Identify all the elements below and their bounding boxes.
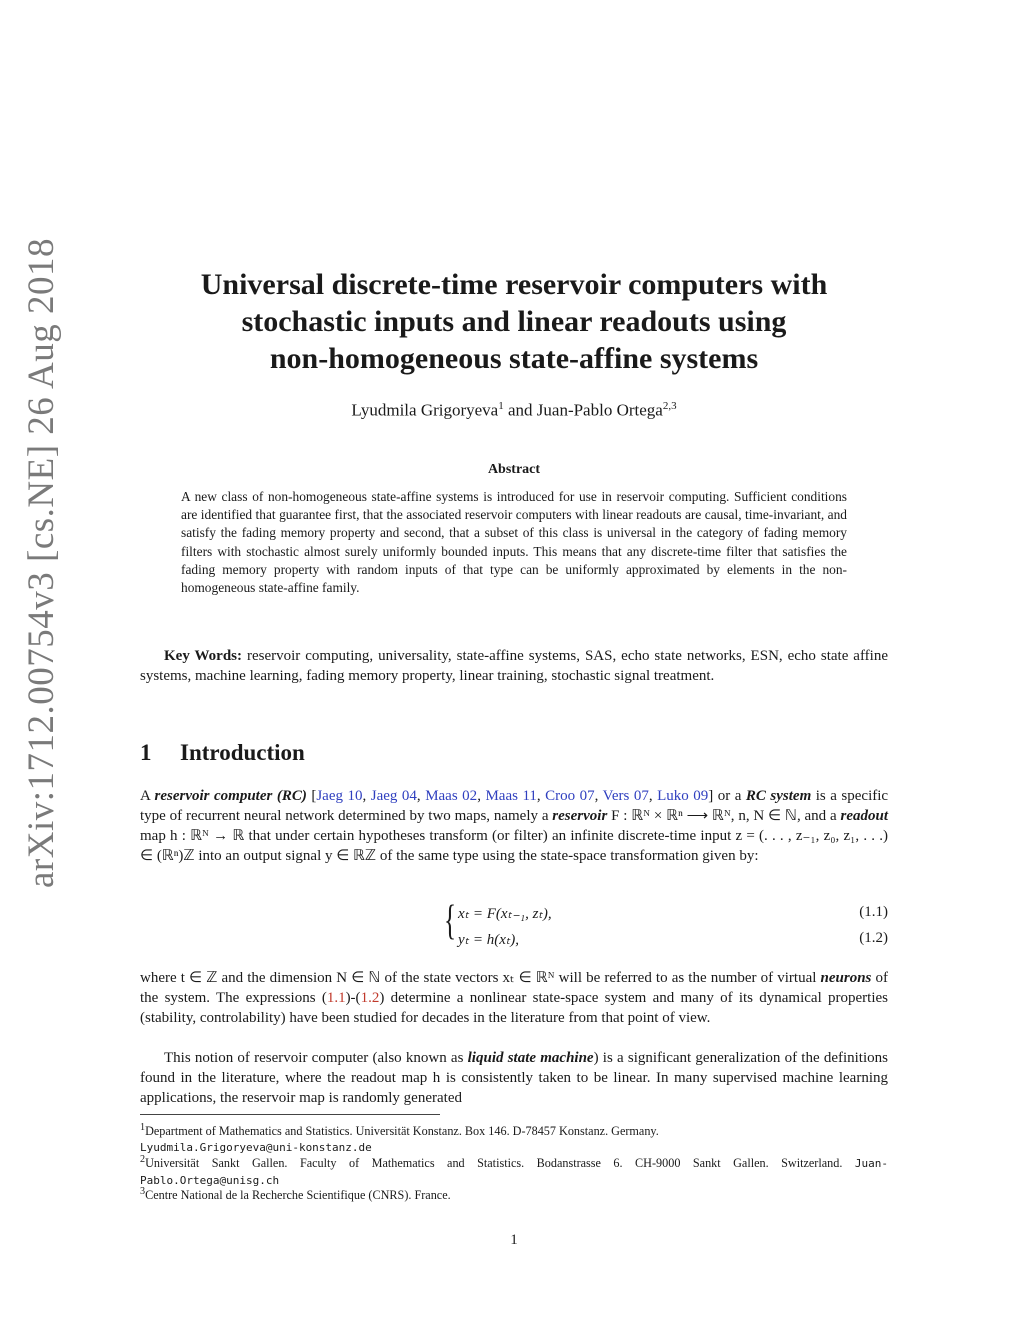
text: [ <box>306 788 317 804</box>
abstract-heading: Abstract <box>487 462 541 477</box>
intro-paragraph-3 <box>140 1048 888 1108</box>
footnote-2-email[interactable]: Juan-Pablo.Ortega@unisg.ch <box>140 1157 888 1188</box>
equation-2-number: (1.2) <box>859 930 888 946</box>
citation-link[interactable]: Jaeg 10 <box>316 788 363 804</box>
author-2-affil: 2,3 <box>662 400 677 412</box>
text: map h : ℝᴺ → ℝ that under certain hypotheses transform (or filter) an infinite discrete-time input z = (. . . , z₋₁, z₀, z₁, . . .) ∈ (ℝⁿ)ℤ into an output signal y ∈ ℝℤ of the same type using the state-space transformation given by: <box>140 828 888 864</box>
intro-paragraph-1: A reservoir computer (RC) [Jaeg 10, Jaeg 04, Maas 02, Maas 11, Croo 07, Vers 07, Luko 09] or a RC system is a specific type of recurrent neural network determined by two maps, namely a reservoir F : ℝᴺ × ℝⁿ ⟶ ℝᴺ, n, N ∈ ℕ, and a readout map h : ℝᴺ → ℝ that under certain hypotheses transform (or filter) an infinite discrete-time input z = (. . . , z₋₁, z₀, z₁, . . .) ∈ (ℝⁿ)ℤ into an output signal y ∈ ℝℤ of the same type using the state-space transformation given by: <box>140 788 889 864</box>
term-liquid-state-machine: liquid state machine <box>467 1050 594 1066</box>
text: ] or a <box>708 788 746 804</box>
term-reservoir: reservoir <box>552 808 608 824</box>
text: ) determine a nonlinear state-space system and many of its dynamical properties (stability, controlability) have been studied for decades in the literature from that point of view. <box>140 990 888 1026</box>
citation-link[interactable]: Jaeg 04 <box>370 788 417 804</box>
page-number: 1 <box>510 1232 518 1248</box>
equation-2: yₜ = h(xₜ), <box>458 932 520 948</box>
footnote-1 <box>140 1120 888 1156</box>
intro-paragraph-2 <box>140 968 888 1028</box>
citation-link[interactable]: Luko 09 <box>657 788 709 804</box>
authors <box>140 400 888 421</box>
text: ) is a significant generalization of the definitions found in the literature, where the readout map h is consistently taken to be linear. In many supervised machine learning applications, the reservoir map is randomly generated <box>140 1050 888 1106</box>
equation-1: xₜ = F(xₜ₋₁, zₜ), <box>458 906 552 922</box>
footnote-2-text: Universität Sankt Gallen. Faculty of Mathematics and Statistics. Bodanstrasse 6. CH-9000 Sankt Gallen. Switzerland. <box>145 1156 843 1171</box>
text: A <box>140 788 155 804</box>
keywords <box>140 646 888 686</box>
term-readout: readout <box>840 808 888 824</box>
section-heading <box>140 740 305 766</box>
footnote-3-text: Centre National de la Recherche Scientifique (CNRS). France. <box>145 1188 451 1203</box>
keywords-label: Key Words: <box>164 648 243 664</box>
abstract-text: A new class of non-homogeneous state-affine systems is introduced for use in reservoir computing. Sufficient conditions are identified that guarantee first, that the associated reservoir computers with linear readouts are causal, time-invariant, and satisfy the fading memory property and second, that a subset of this class is universal in the category of fading memory filters with stochastic almost surely uniformly bounded inputs. This means that any discrete-time filter that satisfies the fading memory property with random inputs of that type can be uniformly approximated by elements in the non-homogeneous state-affine family. <box>181 489 847 596</box>
term-rc-system: RC system <box>745 788 812 804</box>
text: This notion of reservoir computer (also known as <box>164 1050 468 1066</box>
citation-link[interactable]: Vers 07 <box>602 788 649 804</box>
title-line-3: non-homogeneous state-affine systems <box>269 342 759 375</box>
footnote-3 <box>140 1184 888 1203</box>
section-number: 1 <box>140 740 152 765</box>
equation-1-number: (1.1) <box>859 904 888 920</box>
title-line-1: Universal discrete-time reservoir computers with <box>200 268 828 301</box>
footnote-1-email[interactable]: Lyudmila.Grigoryeva@uni-konstanz.de <box>140 1141 372 1155</box>
citation-link[interactable]: Maas 02 <box>425 788 478 804</box>
text: is a specific type of recurrent neural network determined by two maps, namely a <box>140 788 889 824</box>
footnote-3-mark: 3 <box>140 1186 146 1197</box>
text: where t ∈ ℤ and the dimension N ∈ ℕ of the state vectors xₜ ∈ ℝᴺ will be referred to as the number of virtual <box>140 970 821 986</box>
footnote-2-mark: 2 <box>140 1154 146 1165</box>
author-1-affil: 1 <box>498 400 504 412</box>
term-neurons: neurons <box>820 970 872 986</box>
equation-ref-link[interactable]: 1.1 <box>326 990 346 1006</box>
footnote-1-mark: 1 <box>140 1122 146 1133</box>
section-title: Introduction <box>180 740 305 765</box>
term-reservoir-computer: reservoir computer (RC) <box>154 788 307 804</box>
citation-link[interactable]: Croo 07 <box>545 788 595 804</box>
footnote-rule <box>140 1114 440 1115</box>
footnote-1-text: Department of Mathematics and Statistics. Universität Konstanz. Box 146. D-78457 Konstanz. Germany. <box>145 1124 659 1139</box>
keywords-text: reservoir computing, universality, state-affine systems, SAS, echo state networks, ESN, echo state affine systems, machine learning, fading memory property, linear training, stochastic signal treatment. <box>140 648 889 684</box>
citation-link[interactable]: Maas 11 <box>485 788 537 804</box>
text: F : ℝᴺ × ℝⁿ ⟶ ℝᴺ, n, N ∈ ℕ, and a <box>607 808 841 824</box>
paper-title <box>140 266 888 377</box>
text: )-( <box>345 990 361 1006</box>
title-line-2: stochastic inputs and linear readouts using <box>241 305 787 338</box>
equation-ref-link[interactable]: 1.2 <box>360 990 380 1006</box>
author-2: Juan-Pablo Ortega <box>536 400 663 420</box>
author-1: Lyudmila Grigoryeva <box>351 400 499 420</box>
author-conj: and <box>503 400 537 420</box>
equation-brace: { <box>444 898 457 944</box>
text: of the system. The expressions ( <box>140 970 888 1006</box>
arxiv-sidebar-stamp: arXiv:1712.00754v3 [cs.NE] 26 Aug 2018 <box>21 238 62 888</box>
